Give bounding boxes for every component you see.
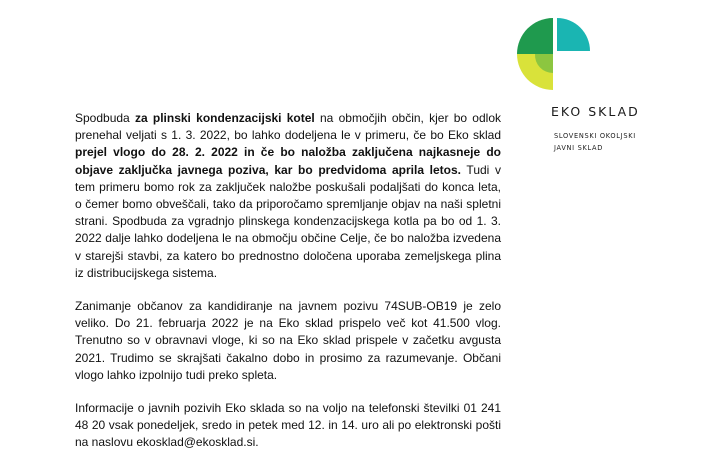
p1-bold-1: za plinski kondenzacijski kotel <box>134 111 315 125</box>
p1-bold-2: prejel vlogo do 28. 2. 2022 in če bo naložba zaključena najkasneje do objave zaključka javnega poziva, kar bo predvidoma aprila letos. <box>75 145 501 177</box>
logo-teal-quarter <box>557 18 590 51</box>
p1-text-1: Spodbuda <box>75 111 135 125</box>
paragraph-gas-boiler <box>75 110 501 282</box>
paragraph-applications: Zanimanje občanov za kandidiranje na javnem pozivu 74SUB-OB19 je zelo veliko. Do 21. februarja 2022 je na Eko sklad prispelo več kot 41.500 vlog. Trenutno so v obravnavi vloge, ki so na Eko sklad prispele v začetku avgusta 2021. Trudimo se skrajšati čakalno dobo in prosimo za razumevanje. Občani vlogo lahko izpolnijo tudi preko spleta. <box>75 299 501 382</box>
brand-name: EKO SKLAD <box>551 104 640 119</box>
brand-subtitle-line1: SLOVENSKI OKOLJSKI <box>554 132 636 140</box>
p1-text-3: Tudi v tem primeru bomo rok za zaključek naložbe poskušali podaljšati do konca leta, o čemer bomo obveščali, tako da priporočamo spremljanje objav na naši spletni strani. Spodbuda za vgradnjo plinskega kondenzacijskega kotla pa bo od 1. 3. 2022 dalje lahko dodeljena le na območju občine Celje, če bo naložba izvedena v starejši stavbi, za katero bo prednostno določena uporaba zemeljskega plina iz distribucijskega sistema. <box>75 162 501 280</box>
brand-subtitle <box>554 131 636 154</box>
logo-green-quarter <box>517 18 553 54</box>
brand-subtitle-line2: JAVNI SKLAD <box>554 143 604 152</box>
article-body <box>75 110 501 468</box>
paragraph-contact: Informacije o javnih pozivih Eko sklada so na voljo na telefonski številki 01 241 48 20 vsak ponedeljek, sredo in petek med 12. in 14. uro ali po elektronski pošti na naslovu ekosklad@ekosklad.si. <box>75 401 501 450</box>
eko-sklad-logo <box>517 15 592 90</box>
p1-text-2: na območjih občin, kjer bo odlok prenehal veljati s 1. 3. 2022, bo lahko dodeljena le v primeru, če bo Eko sklad <box>75 111 501 143</box>
